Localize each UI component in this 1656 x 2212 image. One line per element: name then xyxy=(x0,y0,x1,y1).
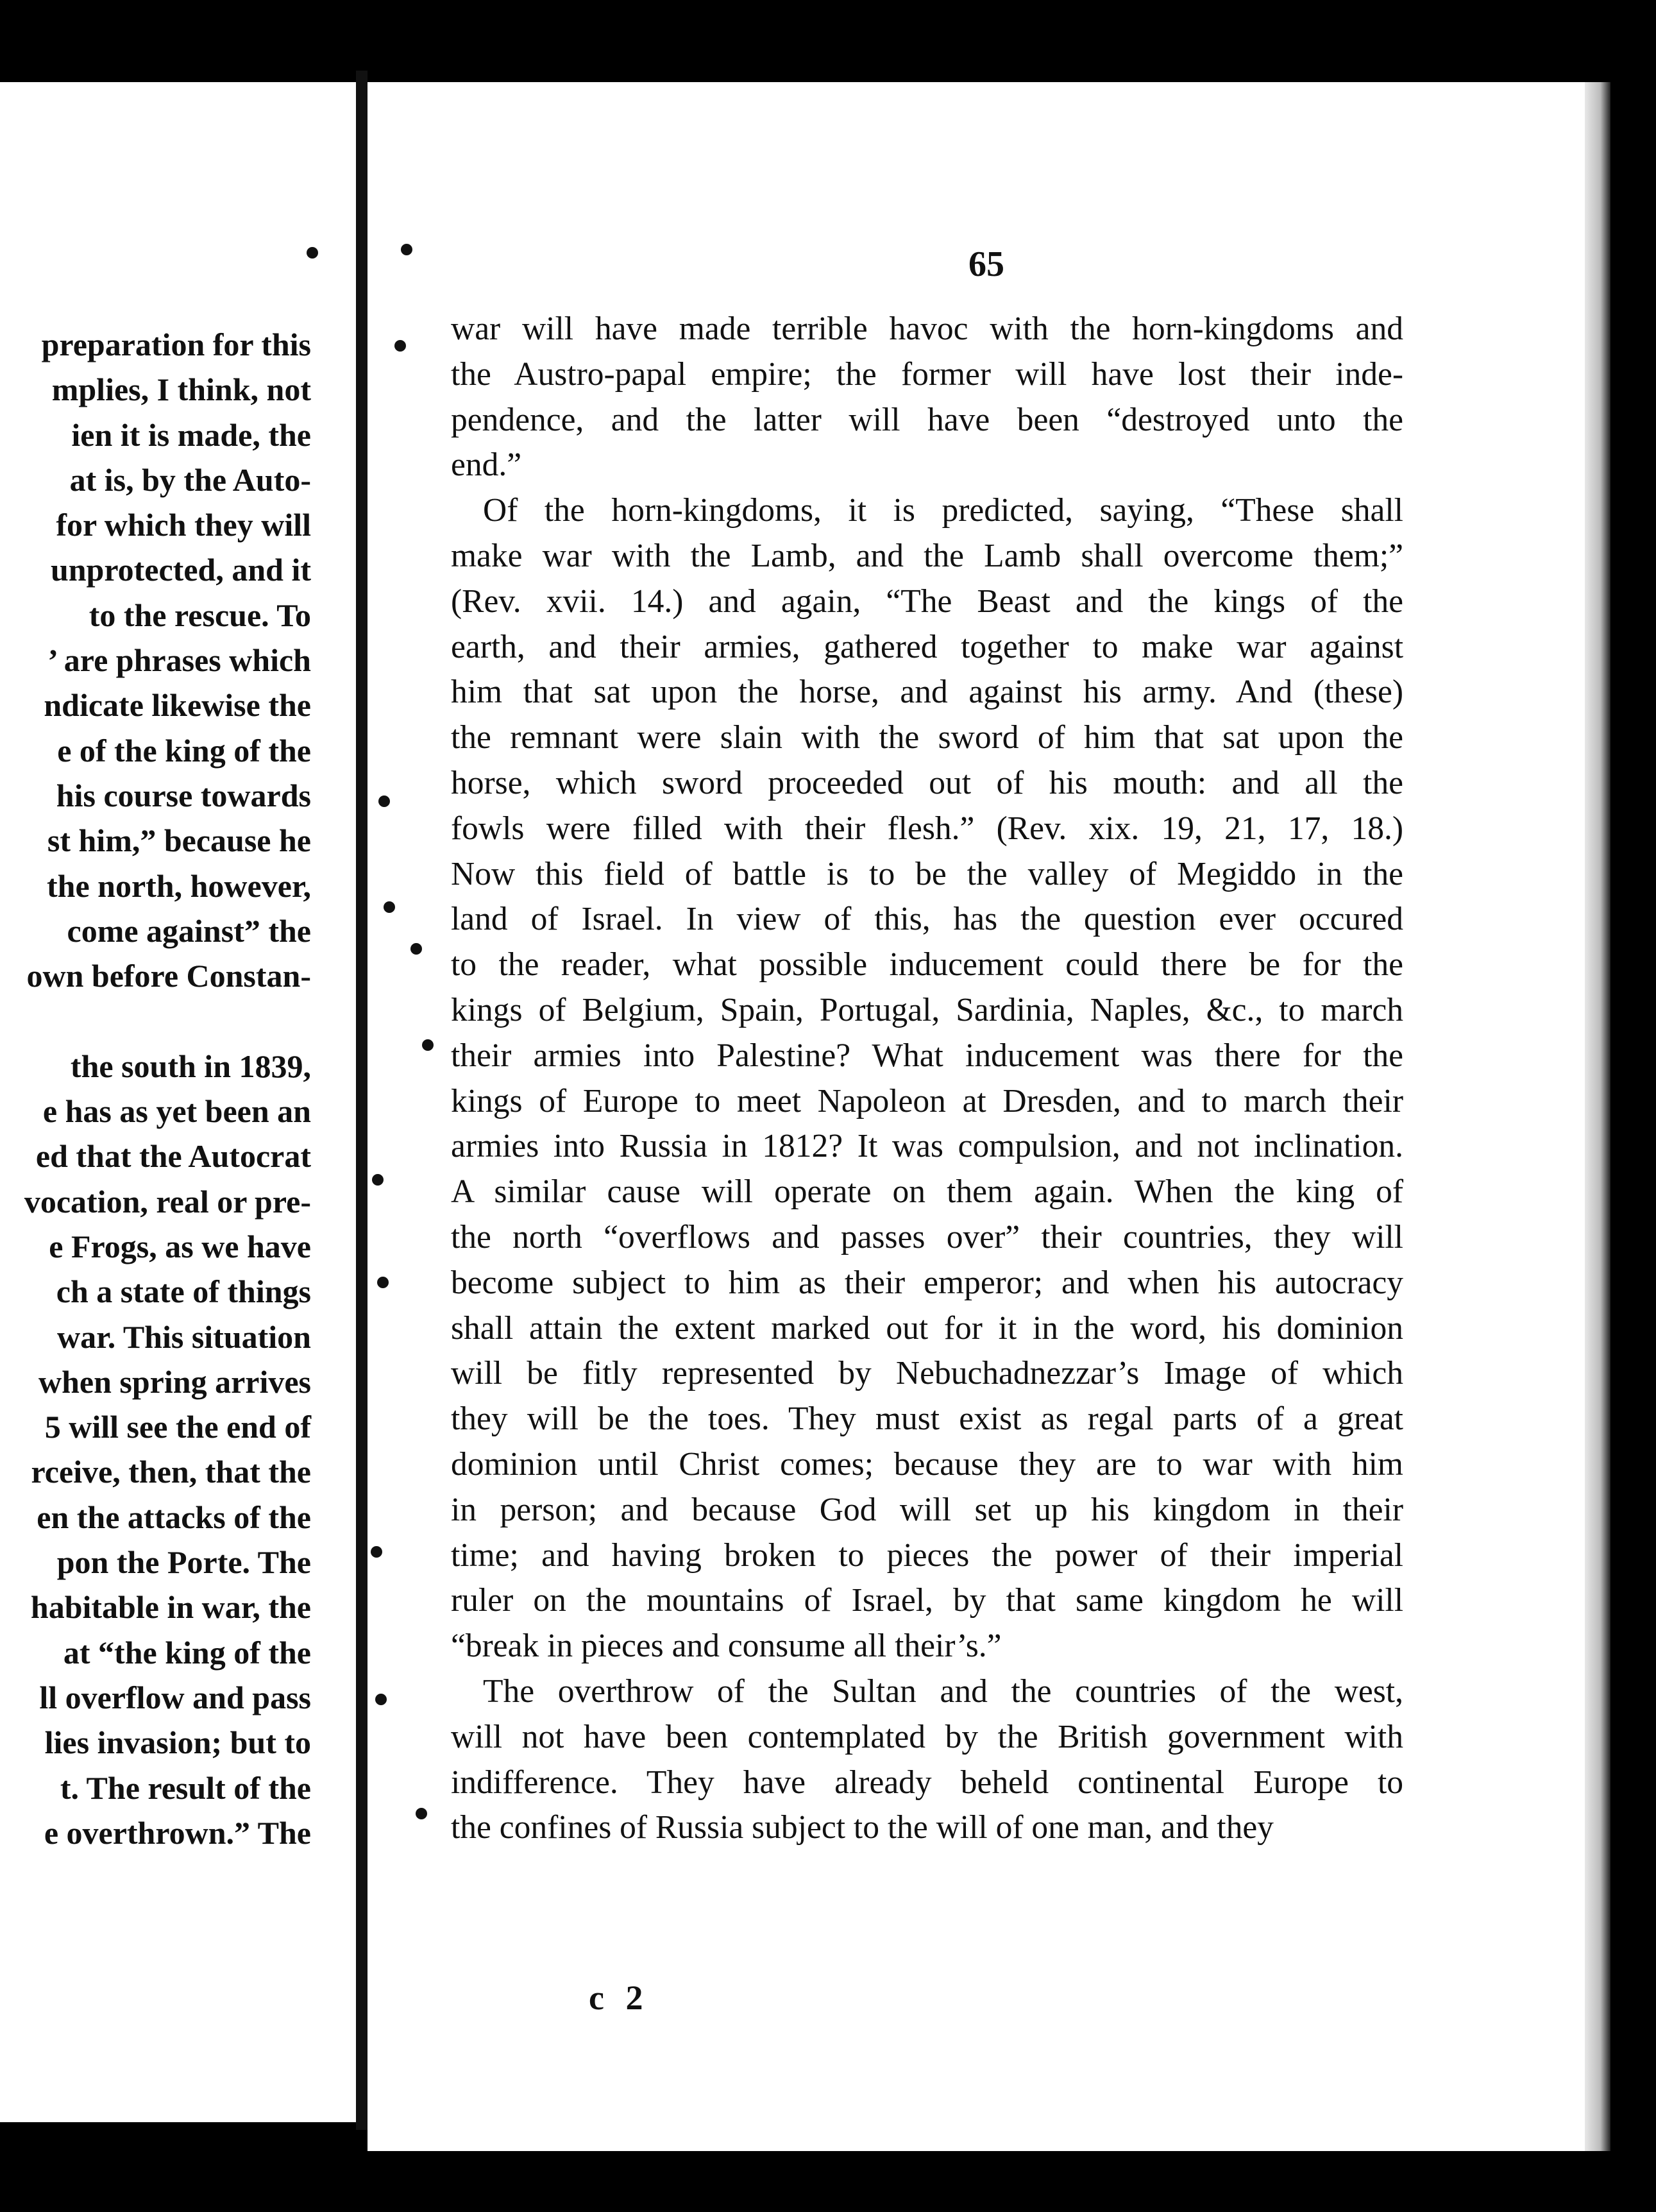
left-page-line: come against” the xyxy=(67,912,311,949)
text-line: in person; and because God will set up his kingdom in their xyxy=(451,1491,1403,1528)
ink-speck xyxy=(307,247,318,259)
left-page-line: ed that the Autocrat xyxy=(35,1138,311,1175)
left-page xyxy=(0,82,356,2122)
text-line: become subject to him as their emperor; and when his autocracy xyxy=(451,1264,1403,1301)
right-page xyxy=(368,82,1585,2151)
text-line: the Austro-papal empire; the former will have lost their inde- xyxy=(451,355,1403,393)
text-line: armies into Russia in 1812? It was compulsion, and not inclination. xyxy=(451,1128,1403,1165)
left-page-line: ien it is made, the xyxy=(71,416,311,453)
text-line: they will be the toes. They must exist as regal parts of a great xyxy=(451,1400,1403,1438)
left-page-line xyxy=(0,998,311,1043)
left-page-line: habitable in war, the xyxy=(30,1589,311,1626)
text-line: Of the horn-kingdoms, it is predicted, saying, “These shall xyxy=(483,492,1403,529)
left-page-line: the south in 1839, xyxy=(70,1048,311,1084)
right-page-text xyxy=(451,307,1403,1851)
text-line: kings of Belgium, Spain, Portugal, Sardinia, Naples, &c., to march xyxy=(451,991,1403,1028)
text-line: will be fitly represented by Nebuchadnezzar’s Image of which xyxy=(451,1355,1403,1392)
text-line: land of Israel. In view of this, has the question ever occured xyxy=(451,901,1403,938)
left-page-line: t. The result of the xyxy=(60,1769,311,1806)
left-page-line: own before Constan- xyxy=(26,958,311,994)
text-line: their armies into Palestine? What inducement was there for the xyxy=(451,1037,1403,1074)
ink-speck xyxy=(394,340,406,352)
text-line: him that sat upon the horse, and against his army. And (these) xyxy=(451,674,1403,711)
left-page-line: e Frogs, as we have xyxy=(49,1228,311,1264)
left-page-line: pon the Porte. The xyxy=(56,1544,311,1581)
ink-speck xyxy=(372,1174,384,1186)
text-line: kings of Europe to meet Napoleon at Dresden, and to march their xyxy=(451,1082,1403,1119)
paragraph xyxy=(451,488,1403,1669)
left-page-line: war. This situation xyxy=(57,1318,311,1355)
ink-speck xyxy=(401,244,412,255)
left-page-line: for which they will xyxy=(56,507,311,543)
text-line: horse, which sword proceeded out of his mouth: and all the xyxy=(451,764,1403,801)
left-page-line: en the attacks of the xyxy=(37,1499,311,1535)
ink-speck xyxy=(422,1039,434,1051)
ink-speck xyxy=(375,1694,387,1705)
text-line: A similar cause will operate on them again. When the king of xyxy=(451,1173,1403,1211)
text-line: The overthrow of the Sultan and the countries of the west, xyxy=(483,1672,1403,1710)
left-page-line: e has as yet been an xyxy=(42,1093,311,1130)
left-page-line: mplies, I think, not xyxy=(51,371,311,408)
left-page-line: st him,” because he xyxy=(47,822,311,859)
text-line: earth, and their armies, gathered together to make war against xyxy=(451,628,1403,665)
left-page-line: ll overflow and pass xyxy=(39,1679,311,1715)
left-page-line: at “the king of the xyxy=(63,1634,311,1671)
left-page-line: rceive, then, that the xyxy=(31,1454,311,1490)
left-page-line: ch a state of things xyxy=(56,1273,311,1310)
ink-speck xyxy=(384,901,395,913)
paragraph xyxy=(451,1669,1403,1851)
text-line: pendence, and the latter will have been “destroyed unto the xyxy=(451,401,1403,438)
text-line: end.” xyxy=(451,447,522,484)
left-page-line: to the rescue. To xyxy=(89,597,311,633)
text-line: (Rev. xvii. 14.) and again, “The Beast and the kings of the xyxy=(451,583,1403,620)
page-number: 65 xyxy=(968,244,1004,284)
left-page-line: the north, however, xyxy=(46,867,311,904)
left-page-line: ndicate likewise the xyxy=(44,687,311,724)
paragraph xyxy=(451,307,1403,488)
ink-speck xyxy=(371,1546,382,1558)
ink-speck xyxy=(378,795,390,807)
text-line: the remnant were slain with the sword of him that sat upon the xyxy=(451,719,1403,756)
text-line: dominion until Christ comes; because they are to war with him xyxy=(451,1445,1403,1483)
left-page-line: e of the king of the xyxy=(57,732,311,769)
ink-speck xyxy=(416,1808,427,1819)
left-page-line: ’ are phrases which xyxy=(47,642,311,679)
book-gutter xyxy=(356,71,368,2130)
page-edge xyxy=(1585,82,1610,2151)
ink-speck xyxy=(410,943,422,955)
text-line: to the reader, what possible inducement could there be for the xyxy=(451,946,1403,983)
text-line: war will have made terrible havoc with the horn-kingdoms and xyxy=(451,311,1403,347)
text-line: indifference. They have already beheld continental Europe to xyxy=(451,1764,1403,1801)
text-line: will not have been contemplated by the British government with xyxy=(451,1718,1403,1755)
left-page-line: vocation, real or pre- xyxy=(24,1183,311,1220)
text-line: shall attain the extent marked out for it in the word, his dominion xyxy=(451,1309,1403,1347)
text-line: Now this field of battle is to be the valley of Megiddo in the xyxy=(451,855,1403,892)
left-page-line: preparation for this xyxy=(41,327,311,362)
text-line: time; and having broken to pieces the power of their imperial xyxy=(451,1536,1403,1574)
text-line: fowls were filled with their flesh.” (Rev. xix. 19, 21, 17, 18.) xyxy=(451,810,1403,847)
text-line: ruler on the mountains of Israel, by that same kingdom he will xyxy=(451,1582,1403,1619)
ink-speck xyxy=(377,1277,389,1288)
left-page-line: his course towards xyxy=(56,777,311,813)
text-line: the confines of Russia subject to the will of one man, and they xyxy=(451,1809,1274,1846)
text-line: make war with the Lamb, and the Lamb shall overcome them;” xyxy=(451,537,1403,574)
text-line: the north “overflows and passes over” their countries, they will xyxy=(451,1218,1403,1255)
left-page-line: lies invasion; but to xyxy=(44,1724,311,1761)
text-line: “break in pieces and consume all their’s.” xyxy=(451,1628,1002,1665)
left-page-line: at is, by the Auto- xyxy=(69,461,311,498)
signature-mark: c 2 xyxy=(589,1978,650,2017)
left-page-line: when spring arrives xyxy=(38,1363,311,1400)
left-page-line: unprotected, and it xyxy=(50,552,311,588)
left-page-line: e overthrown.” The xyxy=(44,1814,311,1851)
left-page-line: 5 will see the end of xyxy=(44,1409,311,1445)
left-page-text xyxy=(0,322,311,1855)
